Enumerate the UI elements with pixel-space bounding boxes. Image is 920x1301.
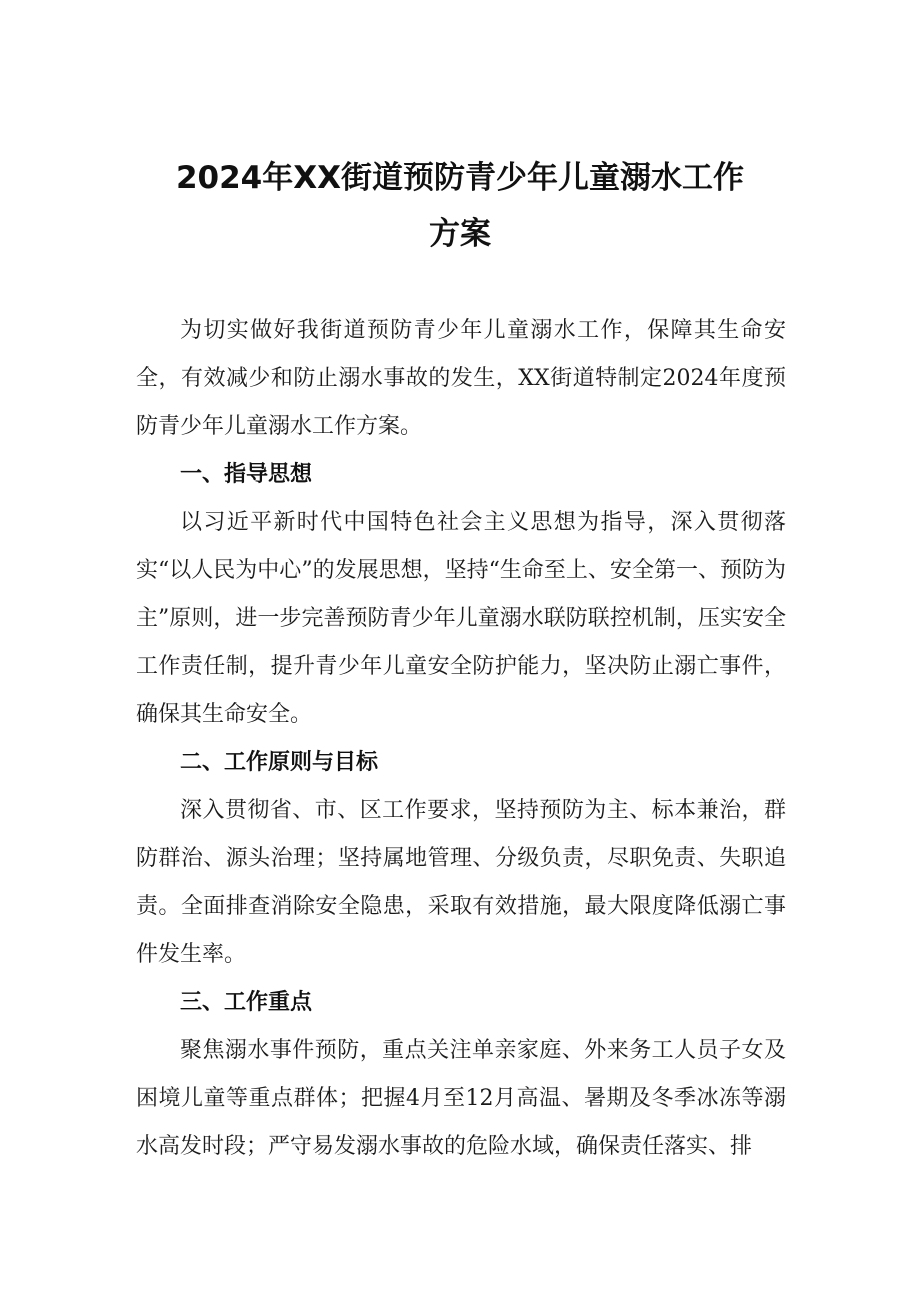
document-title-line-2: 方案 xyxy=(429,216,491,252)
section-heading-principles-goals: 二、工作原则与目标 xyxy=(180,750,379,775)
intro-paragraph: 为切实做好我街道预防青少年儿童溺水工作，保障其生命安全，有效减少和防止溺水事故的发生，XX街道特制定2024年度预防青少年儿童溺水工作方案。 xyxy=(136,318,786,439)
section-body-work-focus: 聚焦溺水事件预防，重点关注单亲家庭、外来务工人员子女及困境儿童等重点群体；把握4月至12月高温、暑期及冬季冰冻等溺水高发时段；严守易发溺水事故的危险水域，确保责任落实、排 xyxy=(136,1038,786,1159)
section-body-guiding-ideology: 以习近平新时代中国特色社会主义思想为指导，深入贯彻落实“以人民为中心”的发展思想，坚持“生命至上、安全第一、预防为主”原则，进一步完善预防青少年儿童溺水联防联控机制，压实安全工作责任制，提升青少年儿童安全防护能力，坚决防止溺亡事件，确保其生命安全。 xyxy=(136,510,786,727)
document-title-line-1: 2024年XX街道预防青少年儿童溺水工作 xyxy=(175,160,745,196)
section-heading-guiding-ideology: 一、指导思想 xyxy=(180,462,313,487)
section-heading-work-focus: 三、工作重点 xyxy=(180,990,313,1015)
section-body-principles-goals: 深入贯彻省、市、区工作要求，坚持预防为主、标本兼治，群防群治、源头治理；坚持属地管理、分级负责，尽职免责、失职追责。全面排查消除安全隐患，采取有效措施，最大限度降低溺亡事件发生率。 xyxy=(136,798,786,967)
